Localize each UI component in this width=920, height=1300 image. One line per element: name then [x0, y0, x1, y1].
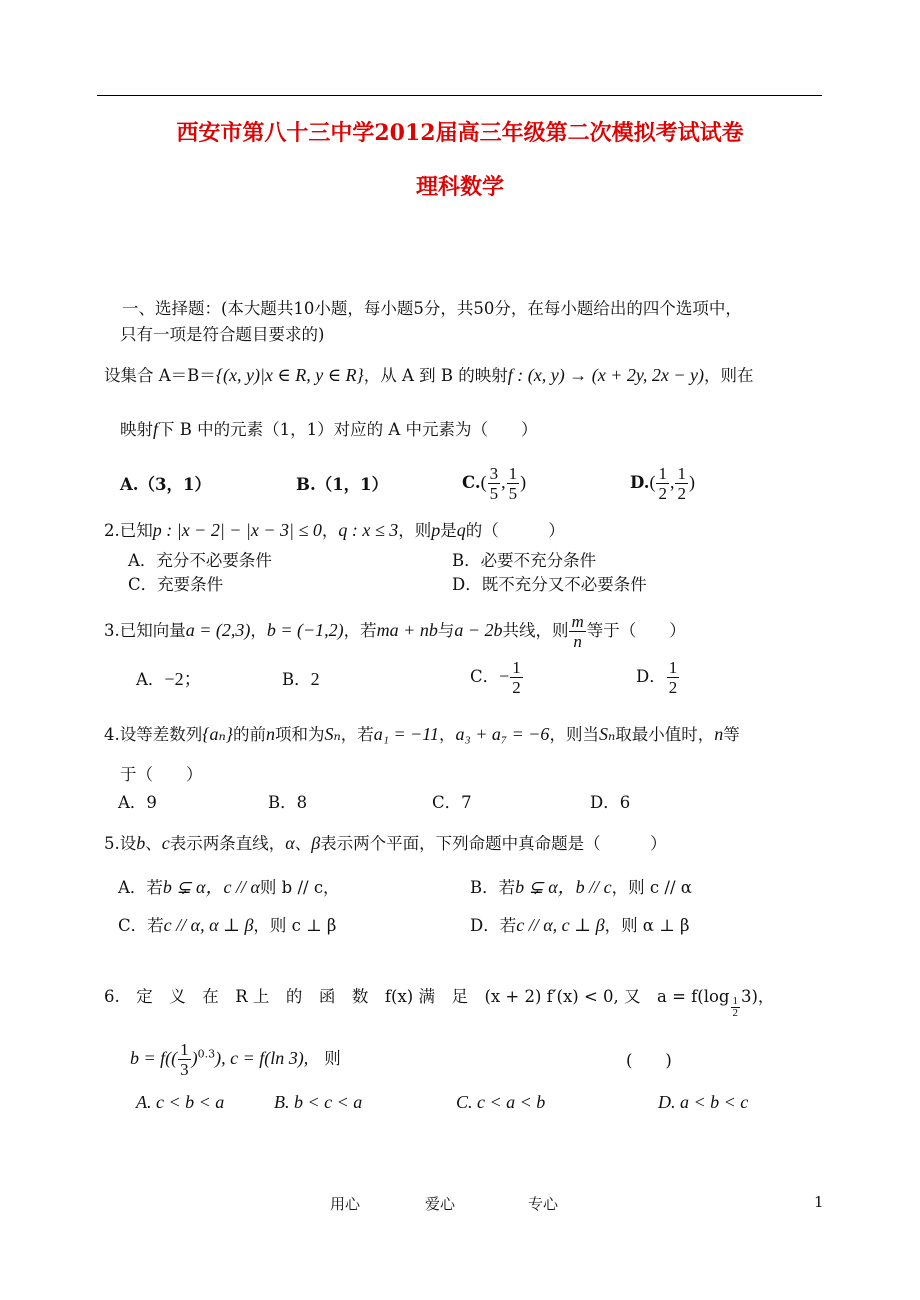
q1-text-a: 设集合 A＝B＝: [104, 366, 216, 385]
q5-c: c: [161, 833, 170, 853]
q2-p-expr: p : |x − 2| − |x − 3| ≤ 0: [152, 520, 322, 540]
q5-option-d-pre: D．若: [470, 916, 517, 935]
q4-text-f: 取最小值时，: [615, 725, 715, 744]
q3-combo1: ma + nb: [376, 620, 438, 640]
question-3-line1: 3.已知向量a = (2,3)，b = (−1,2)，若ma + nb与a − 2b共线，则 $\frac{m}{n}$ 等于（ ）: [104, 612, 686, 651]
q4-option-a: A．9: [118, 793, 157, 812]
q3-option-b-label: B．: [282, 670, 311, 689]
q2-q-expr: q : x ≤ 3: [338, 520, 399, 540]
q5-text-a: 5.设: [104, 834, 137, 853]
q1-option-d-label: D.: [630, 473, 650, 492]
q2-p: p: [431, 520, 441, 540]
q2-option-c: C．充要条件: [128, 575, 224, 594]
q5-option-d-post: ，则 α ⊥ β: [604, 916, 690, 935]
q1-option-c-label: C.: [462, 473, 481, 492]
q1-line2-a: 映射: [120, 420, 153, 439]
q6-line1-text: 6. 定 义 在 R 上 的 函 数 f(x) 满 足 (x + 2) f′(x) < 0, 又 a = f(log: [104, 987, 730, 1006]
q6-option-a: A. c < b < a: [136, 1092, 225, 1112]
question-4-line1: [104, 723, 740, 746]
q1-option-b: B.（1，1）: [296, 475, 389, 494]
q3-option-a: [136, 668, 202, 691]
q4-sequence: {aₙ}: [202, 724, 233, 744]
q3-option-d: D． $\frac{1}{2}$: [636, 658, 678, 697]
footer-word-2: 爱心: [425, 1195, 456, 1213]
q6-answer-paren: ( ): [626, 1051, 672, 1070]
q5-option-b-pre: B．若: [470, 878, 516, 897]
section-heading-line2: 只有一项是符合题目要求的): [120, 325, 325, 344]
q1-f: f: [153, 419, 159, 439]
q6-option-b: B. b < c < a: [274, 1092, 363, 1112]
q5-text-b: 表示两条直线，: [169, 834, 286, 853]
q6-option-d: D. a < b < c: [658, 1092, 749, 1112]
section-heading-line1: 一、选择题：(本大题共10小题，每小题5分，共50分，在每小题给出的四个选项中，: [122, 299, 742, 318]
question-6-line2: b = f(( $\frac{1}{3}$ )$^{0.3}$), c = f(ln 3), 则: [130, 1040, 341, 1079]
q4-text-g: 等: [723, 725, 740, 744]
q1-option-d: D.( $\frac{1}{2}$ , $\frac{1}{2}$ ): [630, 464, 695, 503]
q3-text-c: 与: [437, 621, 455, 640]
q5-option-c-expr: c // α, α ⊥ β: [163, 915, 254, 935]
q2-q: q: [456, 520, 466, 540]
q5-alpha: α: [285, 833, 295, 853]
q3-option-a-label: A．: [136, 670, 165, 689]
q4-sn: Sₙ: [324, 724, 341, 744]
q3-combo2: a − 2b: [454, 620, 503, 640]
footer-word-3: 专心: [528, 1195, 559, 1213]
q3-option-c-label: C．: [470, 667, 500, 686]
q6-log-base: $\frac{1}{2}$: [732, 995, 738, 1019]
q4-option-b: B．8: [268, 793, 308, 812]
q3-text-a: 3.已知向量: [104, 621, 186, 640]
page-number: 1: [814, 1193, 824, 1211]
q5-option-b-post: ，则 c // α: [611, 878, 692, 897]
footer-word-1: 用心: [330, 1195, 361, 1213]
q6-line2-c: ), c = f(ln 3),: [215, 1048, 309, 1068]
q5-option-d-expr: c // α, c ⊥ β: [516, 915, 605, 935]
q3-option-b-value: 2: [310, 669, 320, 689]
q1-map: f : (x, y) → (x + 2y, 2x − y): [507, 365, 704, 385]
q5-option-c: [118, 914, 336, 937]
question-6-line1: [104, 986, 774, 1019]
q5-option-b-expr: b ⊊ α，b // c: [515, 877, 612, 897]
q4-n: n: [265, 724, 275, 744]
q3-a-vector: a = (2,3): [185, 620, 251, 640]
q5-option-a-expr: b ⊊ α，c // α: [162, 877, 260, 897]
q1-text-c: ，则在: [703, 366, 754, 385]
question-1-line1: [104, 364, 753, 387]
q3-m-over-n: $\frac{m}{n}$: [571, 612, 584, 651]
q5-option-a: [118, 876, 340, 899]
q2-option-a: A．充分不必要条件: [128, 551, 272, 570]
q3-text-e: 等于（ ）: [586, 621, 686, 640]
question-1-line2: [120, 418, 538, 441]
q4-text-d: ，若: [340, 725, 374, 744]
q4-option-c: C．7: [432, 793, 472, 812]
question-5-line1: [104, 832, 667, 855]
q3-b-vector: b = (−1,2): [266, 620, 344, 640]
question-2-line1: [104, 519, 565, 542]
q4-n-2: n: [714, 724, 724, 744]
q3-option-b: [282, 668, 320, 691]
q5-option-c-pre: C．若: [118, 916, 164, 935]
q5-b: b: [136, 833, 146, 853]
q2-sep: ，: [321, 521, 339, 540]
q2-text-d: 的（ ）: [465, 521, 565, 540]
q6-line1-end: 3)，: [741, 987, 775, 1006]
q6-exponent: 0.3: [197, 1047, 216, 1061]
q2-text-b: ，则: [398, 521, 432, 540]
q5-dot-2: 、: [294, 834, 312, 853]
q5-option-d: [470, 914, 690, 937]
q2-text-c: 是: [440, 521, 457, 540]
q4-text-a: 4.设等差数列: [104, 725, 203, 744]
q1-text-b: ，从 A 到 B 的映射: [363, 366, 508, 385]
q5-beta: β: [311, 833, 321, 853]
q2-option-d: D．既不充分又不必要条件: [452, 575, 647, 594]
q6-line2-a: b = f((: [130, 1048, 178, 1068]
q3-option-d-label: D．: [636, 667, 666, 686]
q6-then: 则: [324, 1049, 341, 1068]
q5-dot: 、: [145, 834, 162, 853]
q6-option-c: C. c < a < b: [456, 1092, 546, 1112]
q4-a1: a₁ = −11: [373, 724, 439, 744]
q4-comma: ，: [438, 725, 456, 744]
q1-option-a: A.（3，1）: [120, 475, 212, 494]
q4-text-b: 的前: [232, 725, 266, 744]
q6-line2-b: ): [191, 1048, 198, 1068]
q3-text-d: 共线，则: [502, 621, 569, 640]
q1-line2-b: 下 B 中的元素（1，1）对应的 A 中元素为（ ）: [158, 420, 538, 439]
exam-subtitle: 理科数学: [415, 174, 504, 200]
question-4-line2: 于（ ）: [120, 765, 203, 784]
q4-a3-a7: a₃ + a₇ = −6: [455, 724, 550, 744]
q4-option-d: D．6: [590, 793, 631, 812]
q3-option-c: C．− $\frac{1}{2}$: [470, 658, 521, 697]
q1-option-c: C.( $\frac{3}{5}$ , $\frac{1}{5}$ ): [462, 464, 527, 503]
q1-set: {(x, y)|x ∈ R, y ∈ R}: [215, 365, 364, 385]
q5-option-a-post: 则 b // c，: [259, 878, 340, 897]
q3-option-a-value: −2；: [164, 669, 202, 689]
q5-text-c: 表示两个平面，下列命题中真命题是（ ）: [320, 834, 667, 853]
q5-option-a-pre: A．若: [118, 878, 163, 897]
q5-option-b: [470, 876, 692, 899]
exam-title: 西安市第八十三中学2012届高三年级第二次模拟考试试卷: [176, 120, 744, 146]
q2-option-b: B．必要不充分条件: [452, 551, 597, 570]
q5-option-c-post: ，则 c ⊥ β: [253, 916, 337, 935]
header-rule: [97, 95, 822, 96]
q4-text-e: ，则当: [549, 725, 599, 744]
q3-text-b: ，若: [343, 621, 377, 640]
q2-text-a: 2.已知: [104, 521, 153, 540]
q4-sn-2: Sₙ: [598, 724, 616, 744]
q4-text-c: 项和为: [274, 725, 325, 744]
